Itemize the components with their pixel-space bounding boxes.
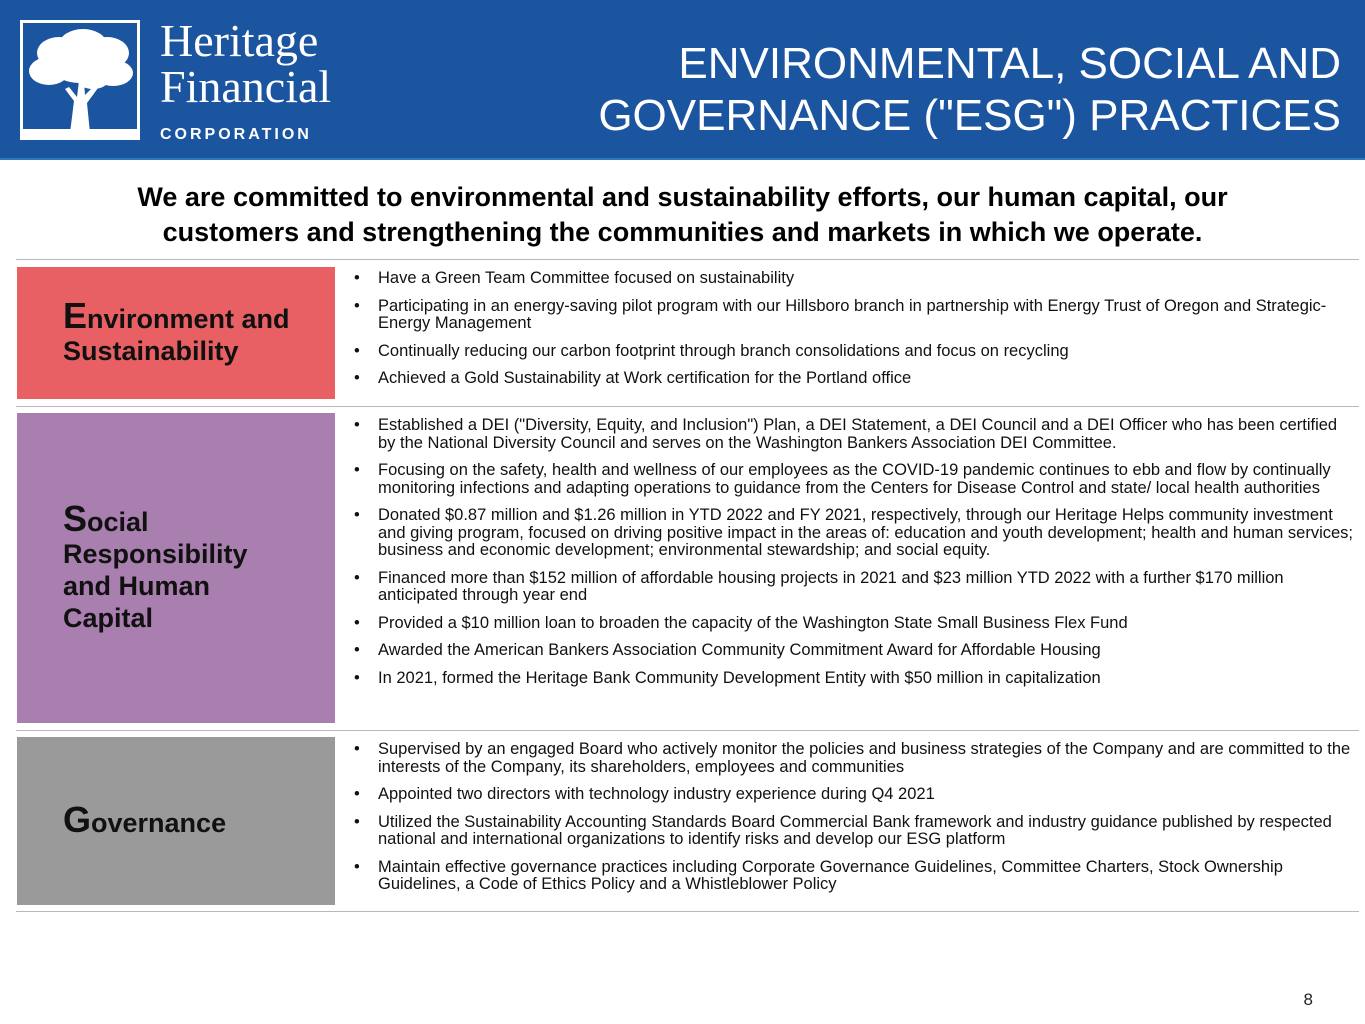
list-item: • Supervised by an engaged Board who actively monitor the policies and business strategies of the Company and are committed to the interests of the Company, its shareholders, employees and communities bbox=[350, 741, 1353, 776]
brand-name-line1: Heritage bbox=[160, 15, 319, 66]
social-heading-line3: and Human bbox=[63, 570, 211, 601]
brand-name-line2: Financial bbox=[160, 61, 332, 112]
company-brand bbox=[160, 15, 332, 144]
list-item: • Continually reducing our carbon footprint through branch consolidations and focus on recycling bbox=[350, 343, 1353, 361]
social-heading-line4: Capital bbox=[63, 602, 154, 633]
list-item: • Have a Green Team Committee focused on sustainability bbox=[350, 270, 1353, 288]
environment-heading-line2: Sustainability bbox=[63, 335, 239, 366]
governance-bullets bbox=[350, 741, 1353, 894]
page-number: 8 bbox=[1303, 990, 1313, 1009]
governance-panel bbox=[17, 737, 335, 905]
environment-initial: E bbox=[63, 294, 88, 336]
social-heading bbox=[63, 497, 248, 634]
divider bbox=[16, 730, 1359, 731]
list-item: • Awarded the American Bankers Association Community Commitment Award for Affordable Housing bbox=[350, 642, 1353, 660]
list-item: • Utilized the Sustainability Accounting Standards Board Commercial Bank framework and industry guidance published by respected national and international organizations to identify risks and develop our ESG platform bbox=[350, 814, 1353, 849]
slide-title bbox=[598, 38, 1341, 142]
slide-header bbox=[0, 0, 1365, 160]
oak-tree-icon bbox=[20, 20, 140, 140]
environment-panel bbox=[17, 267, 335, 399]
social-bullets bbox=[350, 417, 1353, 687]
environment-heading bbox=[63, 294, 290, 367]
list-item: • Established a DEI ("Diversity, Equity, and Inclusion") Plan, a DEI Statement, a DEI Council and a DEI Officer who has been certified by the National Diversity Council and serves on the Washington Bankers Association DEI Committee. bbox=[350, 417, 1353, 452]
list-item: • Donated $0.87 million and $1.26 million in YTD 2022 and FY 2021, respectively, through our Heritage Helps community investment and giving program, focused on driving positive impact in the areas of: education and youth development; health and human services; business and economic development; environmental stewardship; and social equity. bbox=[350, 507, 1353, 560]
list-item: • Participating in an energy-saving pilot program with our Hillsboro branch in partnership with Energy Trust of Oregon and Strategic-Energy Management bbox=[350, 298, 1353, 333]
list-item: • In 2021, formed the Heritage Bank Community Development Entity with $50 million in capitalization bbox=[350, 670, 1353, 688]
slide-title-line1: ENVIRONMENTAL, SOCIAL AND bbox=[678, 39, 1341, 88]
slide-title-line2: GOVERNANCE ("ESG") PRACTICES bbox=[598, 91, 1341, 140]
intro-statement bbox=[0, 180, 1365, 250]
governance-heading bbox=[63, 798, 227, 840]
social-initial: S bbox=[63, 497, 88, 539]
divider bbox=[16, 259, 1359, 260]
environment-heading-rest: nvironment and bbox=[87, 303, 290, 334]
list-item: • Focusing on the safety, health and wellness of our employees as the COVID-19 pandemic continues to ebb and flow by continually monitoring infections and adapting operations to guidance from the Centers for Disease Control and state/ local health authorities bbox=[350, 462, 1353, 497]
divider bbox=[16, 911, 1359, 912]
brand-name-line3: CORPORATION bbox=[160, 126, 312, 143]
social-heading-line2: Responsibility bbox=[63, 538, 248, 569]
environment-bullets bbox=[350, 270, 1353, 388]
governance-initial: G bbox=[63, 798, 92, 840]
list-item: • Maintain effective governance practices including Corporate Governance Guidelines, Committee Charters, Stock Ownership Guidelines, a Code of Ethics Policy and a Whistleblower Policy bbox=[350, 859, 1353, 894]
list-item: • Provided a $10 million loan to broaden the capacity of the Washington State Small Business Flex Fund bbox=[350, 615, 1353, 633]
list-item: • Financed more than $152 million of affordable housing projects in 2021 and $23 million YTD 2022 with a further $170 million anticipated through year end bbox=[350, 570, 1353, 605]
governance-heading-rest: overnance bbox=[91, 807, 227, 838]
list-item: • Achieved a Gold Sustainability at Work certification for the Portland office bbox=[350, 370, 1353, 388]
divider bbox=[16, 406, 1359, 407]
intro-line1: We are committed to environmental and sustainability efforts, our human capital, our bbox=[137, 182, 1228, 212]
social-heading-rest: ocial bbox=[87, 506, 149, 537]
intro-line2: customers and strengthening the communities and markets in which we operate. bbox=[162, 217, 1203, 247]
social-panel bbox=[17, 413, 335, 723]
list-item: • Appointed two directors with technology industry experience during Q4 2021 bbox=[350, 786, 1353, 804]
